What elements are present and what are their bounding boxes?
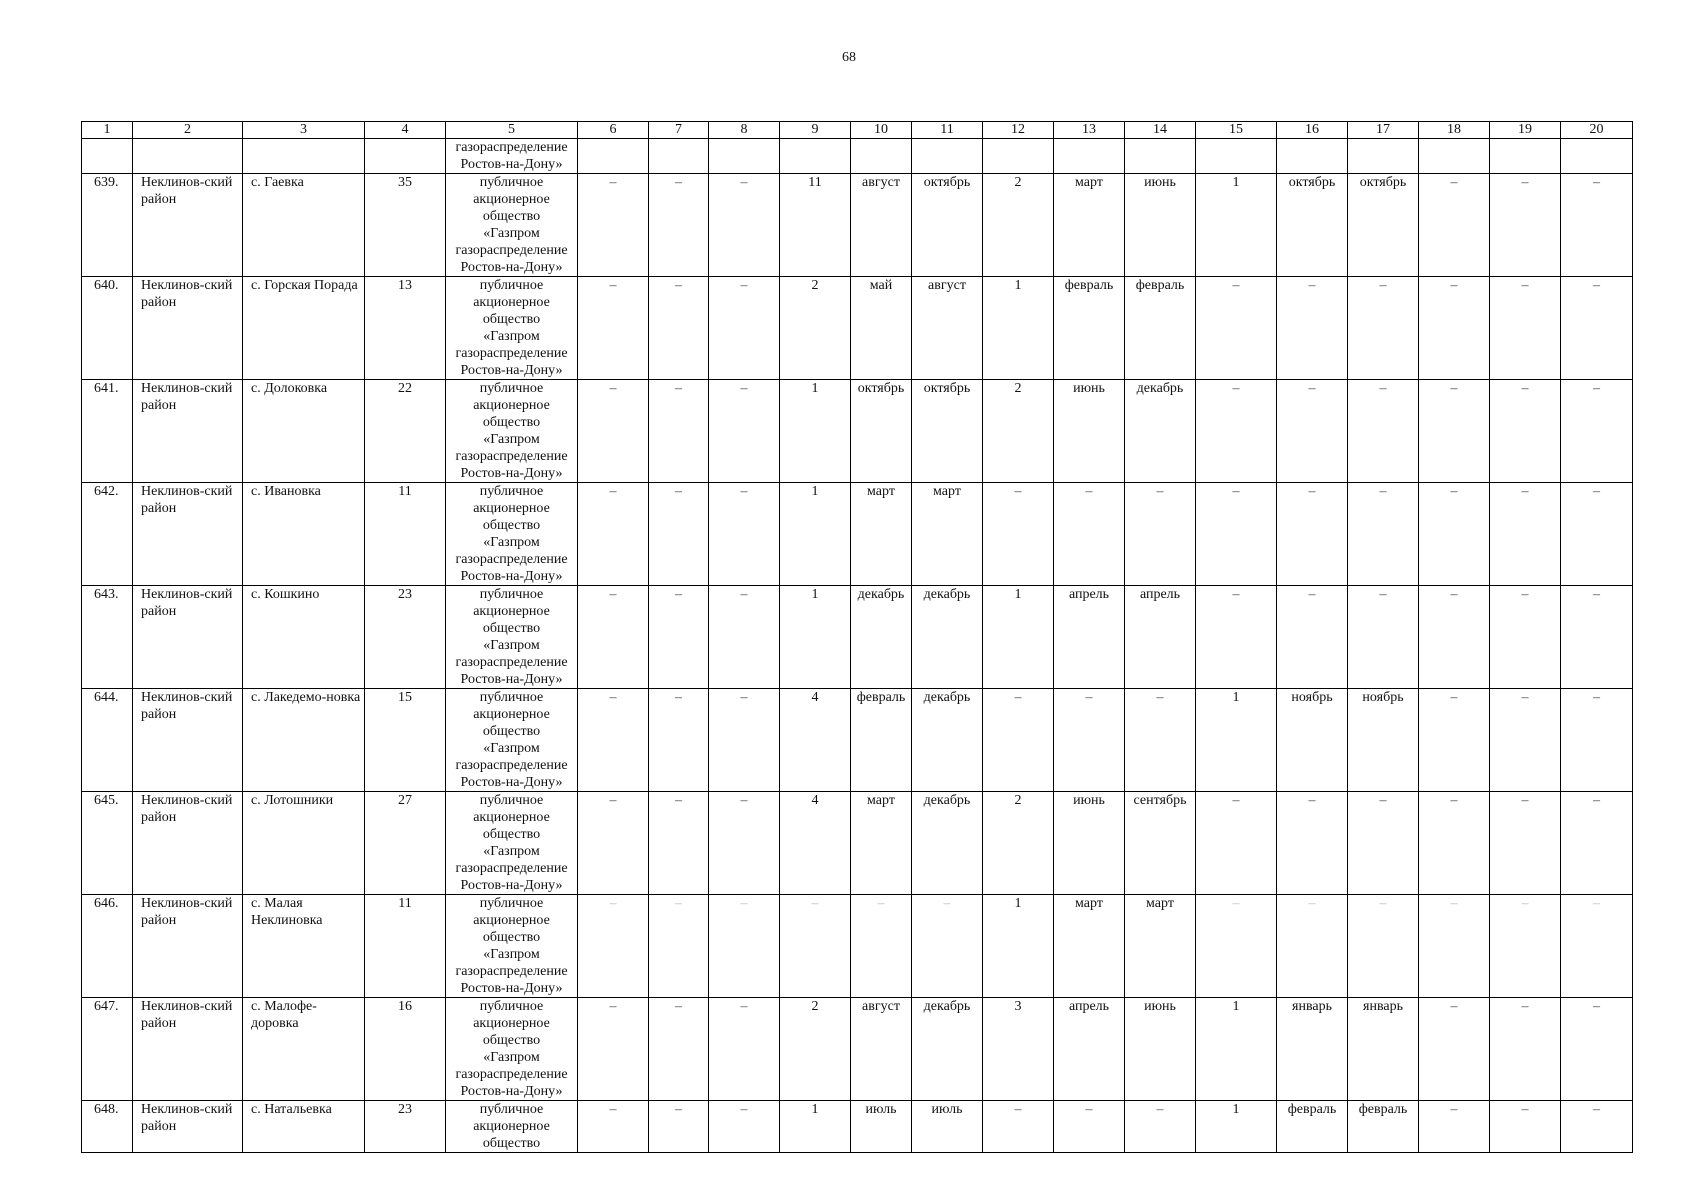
col-18-cell: – [1419, 483, 1490, 586]
col-4-cell: 11 [365, 483, 446, 586]
table-row [82, 1101, 1633, 1153]
col-14-cell: апрель [1125, 586, 1196, 689]
village-cell: с. Горская Порада [243, 277, 365, 380]
col-16-cell: – [1277, 277, 1348, 380]
row-number: 640. [82, 277, 133, 380]
col-17-cell: ноябрь [1348, 689, 1419, 792]
org-cell: публичное акционерное общество «Газпром газораспределение Ростов-на-Дону» [446, 689, 578, 792]
col-14-cell: – [1125, 1101, 1196, 1153]
org-cell: публичное акционерное общество [446, 1101, 578, 1153]
col-4-cell: 23 [365, 1101, 446, 1153]
col-20-cell: – [1561, 792, 1633, 895]
district-cell: Неклинов-ский район [133, 586, 243, 689]
col-14-cell: март [1125, 895, 1196, 998]
col-14-cell: июнь [1125, 998, 1196, 1101]
org-cell: публичное акционерное общество «Газпром газораспределение Ростов-на-Дону» [446, 895, 578, 998]
column-header-18: 18 [1419, 122, 1490, 139]
col-6-cell: – [578, 483, 649, 586]
col-17-cell: январь [1348, 998, 1419, 1101]
col-13-cell: июнь [1054, 792, 1125, 895]
col-12-cell: 3 [983, 998, 1054, 1101]
col-20-cell: – [1561, 586, 1633, 689]
col-9-cell: 1 [780, 380, 851, 483]
col-8-cell: – [709, 1101, 780, 1153]
col-8-cell: – [709, 174, 780, 277]
col-14-cell: – [1125, 689, 1196, 792]
col-20-cell: – [1561, 895, 1633, 998]
col-17-cell: октябрь [1348, 174, 1419, 277]
col-12-cell: 2 [983, 792, 1054, 895]
col-7-cell: – [649, 380, 709, 483]
col-14-cell: сентябрь [1125, 792, 1196, 895]
village-cell: с. Кошкино [243, 586, 365, 689]
col-10-cell: июль [851, 1101, 912, 1153]
col-16-cell: – [1277, 895, 1348, 998]
col-9-cell: 1 [780, 483, 851, 586]
col-19-cell: – [1490, 277, 1561, 380]
col-7-cell: – [649, 998, 709, 1101]
table-row [82, 998, 1633, 1101]
row-number: 639. [82, 174, 133, 277]
col-10-cell: декабрь [851, 586, 912, 689]
district-cell: Неклинов-ский район [133, 380, 243, 483]
col-6-cell: – [578, 1101, 649, 1153]
col-11-cell: март [912, 483, 983, 586]
col-19-cell: – [1490, 998, 1561, 1101]
village-cell: с. Лакедемо-новка [243, 689, 365, 792]
org-cell: газораспределение Ростов-на-Дону» [446, 139, 578, 174]
col-20-cell: – [1561, 998, 1633, 1101]
col-12-cell: 2 [983, 380, 1054, 483]
table-row [82, 792, 1633, 895]
village-cell: с. Ивановка [243, 483, 365, 586]
col-12-cell: 2 [983, 174, 1054, 277]
table-row [82, 586, 1633, 689]
column-header-13: 13 [1054, 122, 1125, 139]
row-number: 647. [82, 998, 133, 1101]
col-12-cell: 1 [983, 586, 1054, 689]
page-number: 68 [842, 50, 856, 65]
col-16-cell: октябрь [1277, 174, 1348, 277]
district-cell: Неклинов-ский район [133, 895, 243, 998]
col-10-cell: – [851, 895, 912, 998]
col-8-cell: – [709, 689, 780, 792]
col-4-cell: 13 [365, 277, 446, 380]
col-15-cell: – [1196, 895, 1277, 998]
row-number: 641. [82, 380, 133, 483]
col-18-cell: – [1419, 380, 1490, 483]
col-17-cell: – [1348, 895, 1419, 998]
col-7-cell: – [649, 792, 709, 895]
col-12-cell: 1 [983, 895, 1054, 998]
row-number: 644. [82, 689, 133, 792]
col-9-cell: 1 [780, 586, 851, 689]
col-10-cell: август [851, 174, 912, 277]
col-8-cell: – [709, 998, 780, 1101]
col-17-cell: – [1348, 483, 1419, 586]
col-16-cell: ноябрь [1277, 689, 1348, 792]
col-18-cell: – [1419, 586, 1490, 689]
col-11-cell: июль [912, 1101, 983, 1153]
column-header-1: 1 [82, 122, 133, 139]
col-15-cell: – [1196, 586, 1277, 689]
col-12-cell: – [983, 1101, 1054, 1153]
col-8-cell: – [709, 792, 780, 895]
col-9-cell: 1 [780, 1101, 851, 1153]
col-9-cell: 4 [780, 792, 851, 895]
col-19-cell: – [1490, 1101, 1561, 1153]
table-row [82, 483, 1633, 586]
row-number: 646. [82, 895, 133, 998]
district-cell: Неклинов-ский район [133, 277, 243, 380]
col-13-cell: апрель [1054, 998, 1125, 1101]
col-13-cell: – [1054, 483, 1125, 586]
col-11-cell: октябрь [912, 380, 983, 483]
col-16-cell: – [1277, 483, 1348, 586]
col-18-cell: – [1419, 174, 1490, 277]
col-11-cell: декабрь [912, 689, 983, 792]
col-7-cell: – [649, 586, 709, 689]
col-20-cell: – [1561, 1101, 1633, 1153]
district-cell: Неклинов-ский район [133, 174, 243, 277]
col-15-cell: – [1196, 483, 1277, 586]
col-14-cell: июнь [1125, 174, 1196, 277]
col-16-cell: – [1277, 586, 1348, 689]
column-number-row [82, 122, 1633, 139]
col-6-cell: – [578, 792, 649, 895]
col-10-cell: февраль [851, 689, 912, 792]
row-number: 648. [82, 1101, 133, 1153]
col-13-cell: июнь [1054, 380, 1125, 483]
col-16-cell: февраль [1277, 1101, 1348, 1153]
col-6-cell: – [578, 998, 649, 1101]
col-9-cell: 2 [780, 277, 851, 380]
column-header-10: 10 [851, 122, 912, 139]
col-13-cell: – [1054, 1101, 1125, 1153]
column-header-17: 17 [1348, 122, 1419, 139]
col-11-cell: декабрь [912, 998, 983, 1101]
table-row [82, 380, 1633, 483]
col-10-cell: август [851, 998, 912, 1101]
col-13-cell: апрель [1054, 586, 1125, 689]
district-cell: Неклинов-ский район [133, 1101, 243, 1153]
col-4-cell: 11 [365, 895, 446, 998]
table-row [82, 174, 1633, 277]
column-header-2: 2 [133, 122, 243, 139]
col-15-cell: 1 [1196, 689, 1277, 792]
org-cell: публичное акционерное общество «Газпром газораспределение Ростов-на-Дону» [446, 586, 578, 689]
column-header-7: 7 [649, 122, 709, 139]
col-8-cell: – [709, 895, 780, 998]
col-10-cell: май [851, 277, 912, 380]
column-header-12: 12 [983, 122, 1054, 139]
col-15-cell: 1 [1196, 1101, 1277, 1153]
col-19-cell: – [1490, 586, 1561, 689]
village-cell: с. Натальевка [243, 1101, 365, 1153]
col-18-cell: – [1419, 689, 1490, 792]
col-18-cell: – [1419, 895, 1490, 998]
col-15-cell: – [1196, 277, 1277, 380]
org-cell: публичное акционерное общество «Газпром газораспределение Ростов-на-Дону» [446, 998, 578, 1101]
col-9-cell: 2 [780, 998, 851, 1101]
column-header-19: 19 [1490, 122, 1561, 139]
col-11-cell: август [912, 277, 983, 380]
row-number: 645. [82, 792, 133, 895]
village-cell: с. Долоковка [243, 380, 365, 483]
org-cell: публичное акционерное общество «Газпром газораспределение Ростов-на-Дону» [446, 174, 578, 277]
col-4-cell: 35 [365, 174, 446, 277]
col-8-cell: – [709, 277, 780, 380]
col-6-cell: – [578, 174, 649, 277]
col-17-cell: – [1348, 277, 1419, 380]
column-header-11: 11 [912, 122, 983, 139]
col-15-cell: 1 [1196, 998, 1277, 1101]
col-16-cell: – [1277, 380, 1348, 483]
column-header-16: 16 [1277, 122, 1348, 139]
col-13-cell: март [1054, 895, 1125, 998]
col-17-cell: – [1348, 380, 1419, 483]
district-cell: Неклинов-ский район [133, 998, 243, 1101]
table-row [82, 689, 1633, 792]
col-16-cell: – [1277, 792, 1348, 895]
col-4-cell: 23 [365, 586, 446, 689]
col-14-cell: – [1125, 483, 1196, 586]
col-12-cell: – [983, 483, 1054, 586]
col-10-cell: март [851, 483, 912, 586]
col-17-cell: – [1348, 586, 1419, 689]
org-cell: публичное акционерное общество «Газпром газораспределение Ростов-на-Дону» [446, 277, 578, 380]
col-7-cell: – [649, 174, 709, 277]
continued-row [82, 139, 1633, 174]
col-11-cell: декабрь [912, 586, 983, 689]
col-20-cell: – [1561, 277, 1633, 380]
district-cell: Неклинов-ский район [133, 483, 243, 586]
district-cell: Неклинов-ский район [133, 689, 243, 792]
col-7-cell: – [649, 483, 709, 586]
org-cell: публичное акционерное общество «Газпром газораспределение Ростов-на-Дону» [446, 483, 578, 586]
row-number: 642. [82, 483, 133, 586]
col-20-cell: – [1561, 689, 1633, 792]
col-19-cell: – [1490, 792, 1561, 895]
col-6-cell: – [578, 380, 649, 483]
col-13-cell: – [1054, 689, 1125, 792]
column-header-20: 20 [1561, 122, 1633, 139]
district-cell: Неклинов-ский район [133, 792, 243, 895]
col-18-cell: – [1419, 1101, 1490, 1153]
table-row [82, 277, 1633, 380]
column-header-15: 15 [1196, 122, 1277, 139]
org-cell: публичное акционерное общество «Газпром газораспределение Ростов-на-Дону» [446, 380, 578, 483]
col-13-cell: март [1054, 174, 1125, 277]
village-cell: с. Гаевка [243, 174, 365, 277]
col-7-cell: – [649, 1101, 709, 1153]
column-header-3: 3 [243, 122, 365, 139]
col-4-cell: 27 [365, 792, 446, 895]
village-cell: с. Малая Неклиновка [243, 895, 365, 998]
column-header-9: 9 [780, 122, 851, 139]
col-4-cell: 16 [365, 998, 446, 1101]
col-6-cell: – [578, 277, 649, 380]
col-6-cell: – [578, 895, 649, 998]
col-10-cell: октябрь [851, 380, 912, 483]
col-9-cell: 11 [780, 174, 851, 277]
col-6-cell: – [578, 586, 649, 689]
col-11-cell: октябрь [912, 174, 983, 277]
col-14-cell: декабрь [1125, 380, 1196, 483]
col-10-cell: март [851, 792, 912, 895]
col-12-cell: – [983, 689, 1054, 792]
col-20-cell: – [1561, 380, 1633, 483]
data-table [81, 121, 1633, 1153]
col-18-cell: – [1419, 792, 1490, 895]
col-19-cell: – [1490, 483, 1561, 586]
col-13-cell: февраль [1054, 277, 1125, 380]
col-16-cell: январь [1277, 998, 1348, 1101]
column-header-14: 14 [1125, 122, 1196, 139]
village-cell: с. Малофе-доровка [243, 998, 365, 1101]
col-17-cell: февраль [1348, 1101, 1419, 1153]
col-20-cell: – [1561, 174, 1633, 277]
col-8-cell: – [709, 483, 780, 586]
column-header-5: 5 [446, 122, 578, 139]
row-number: 643. [82, 586, 133, 689]
col-14-cell: февраль [1125, 277, 1196, 380]
col-11-cell: – [912, 895, 983, 998]
col-19-cell: – [1490, 895, 1561, 998]
col-11-cell: декабрь [912, 792, 983, 895]
col-7-cell: – [649, 277, 709, 380]
col-19-cell: – [1490, 174, 1561, 277]
col-15-cell: – [1196, 380, 1277, 483]
col-8-cell: – [709, 380, 780, 483]
col-17-cell: – [1348, 792, 1419, 895]
org-cell: публичное акционерное общество «Газпром газораспределение Ростов-на-Дону» [446, 792, 578, 895]
col-19-cell: – [1490, 689, 1561, 792]
column-header-4: 4 [365, 122, 446, 139]
column-header-6: 6 [578, 122, 649, 139]
col-8-cell: – [709, 586, 780, 689]
village-cell: с. Лотошники [243, 792, 365, 895]
col-15-cell: – [1196, 792, 1277, 895]
col-15-cell: 1 [1196, 174, 1277, 277]
table-row [82, 895, 1633, 998]
col-7-cell: – [649, 689, 709, 792]
col-19-cell: – [1490, 380, 1561, 483]
col-4-cell: 15 [365, 689, 446, 792]
col-18-cell: – [1419, 277, 1490, 380]
col-18-cell: – [1419, 998, 1490, 1101]
col-9-cell: 4 [780, 689, 851, 792]
column-header-8: 8 [709, 122, 780, 139]
col-7-cell: – [649, 895, 709, 998]
col-20-cell: – [1561, 483, 1633, 586]
col-4-cell: 22 [365, 380, 446, 483]
col-6-cell: – [578, 689, 649, 792]
col-12-cell: 1 [983, 277, 1054, 380]
col-9-cell: – [780, 895, 851, 998]
